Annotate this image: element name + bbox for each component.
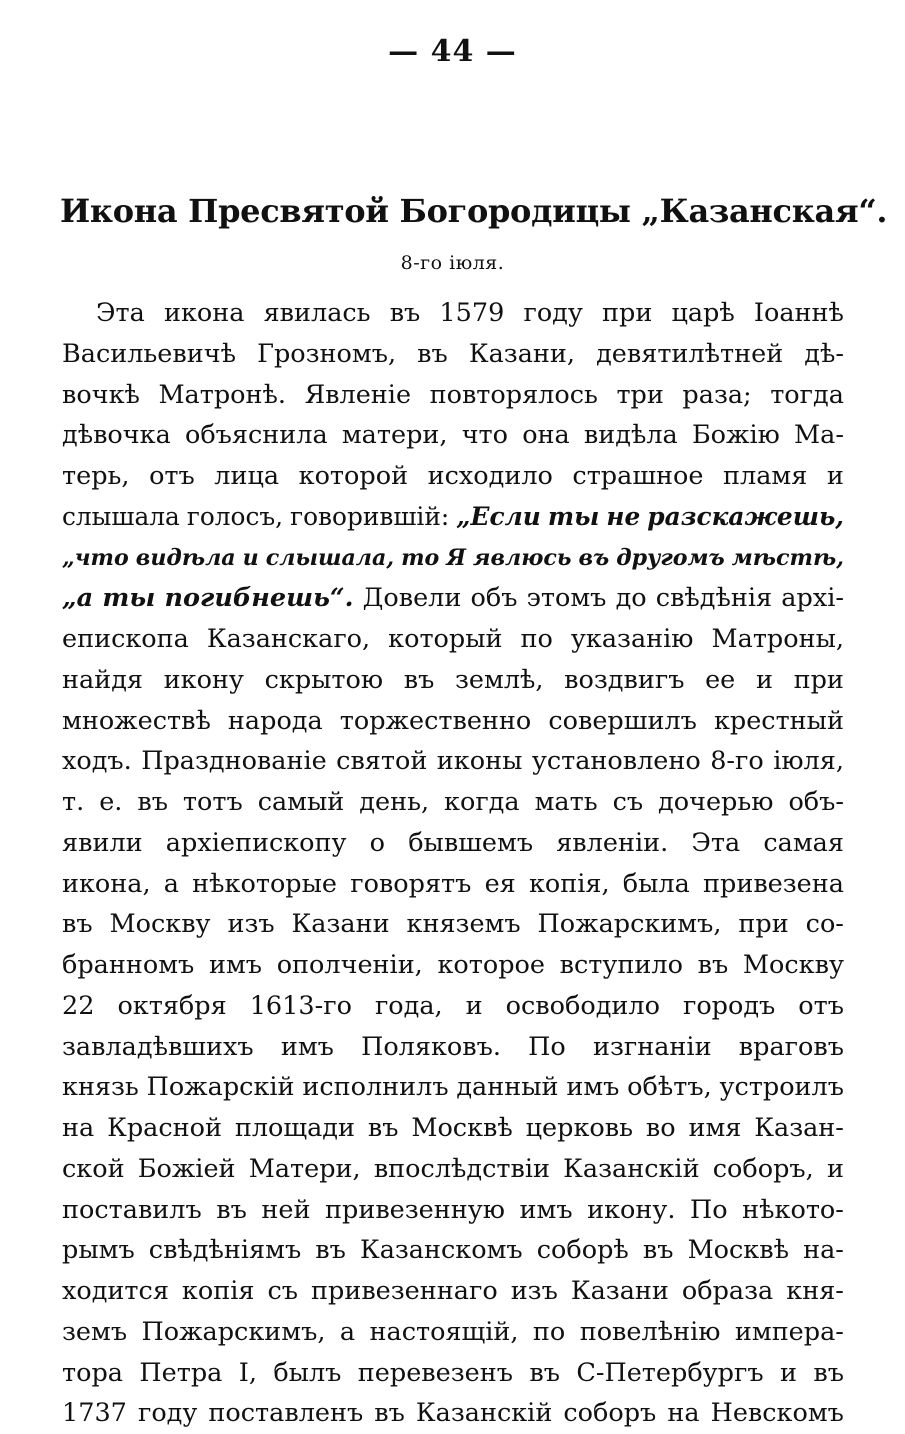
word: Казани xyxy=(570,1276,669,1306)
text-line xyxy=(62,415,844,456)
word: Божіей xyxy=(137,1153,236,1184)
word: ской xyxy=(62,1153,125,1184)
word: году xyxy=(137,1398,198,1429)
word: на- xyxy=(803,1235,844,1266)
word: въ xyxy=(417,338,448,369)
word: площади xyxy=(234,1113,355,1143)
word: говорившій: xyxy=(290,501,450,531)
text-line xyxy=(62,660,844,701)
word: архіепископу xyxy=(165,827,347,858)
word: икона, xyxy=(62,868,151,899)
word: раза; xyxy=(682,379,752,410)
article-body xyxy=(62,293,844,1434)
word: въ xyxy=(62,909,93,940)
word: Пожарскимъ, xyxy=(537,909,722,940)
word: Казанскій xyxy=(415,1398,553,1429)
word: Невскомъ xyxy=(710,1398,844,1429)
text-line xyxy=(62,986,844,1027)
word: бывшемъ xyxy=(408,827,534,858)
word: матери, xyxy=(341,420,448,451)
italic-word: въ xyxy=(578,544,610,571)
word: воздвигъ xyxy=(564,664,685,695)
word: отъ xyxy=(798,990,844,1021)
word: изъ xyxy=(510,1276,558,1306)
word: явленіи. xyxy=(556,827,669,858)
word: дочерью xyxy=(658,787,774,817)
text-line xyxy=(62,456,844,497)
word: явили xyxy=(62,827,143,858)
word: во xyxy=(645,1113,676,1143)
text-line xyxy=(62,1027,844,1068)
word: Красной xyxy=(107,1113,222,1143)
text-line xyxy=(62,1312,844,1353)
word: которое xyxy=(437,950,545,980)
word: импера- xyxy=(734,1316,844,1347)
text-line xyxy=(62,864,844,905)
italic-word: „что xyxy=(62,544,129,571)
text-line xyxy=(62,782,844,823)
word: въ xyxy=(529,1357,560,1388)
word: въ xyxy=(697,950,729,980)
word: царѣ xyxy=(671,298,735,328)
word: имъ xyxy=(280,1031,334,1062)
word: этомъ xyxy=(526,583,607,614)
word: и xyxy=(779,1357,797,1388)
word: объ xyxy=(470,583,518,614)
word: который xyxy=(388,624,503,654)
word: терь, xyxy=(62,461,130,491)
word: настоящій, xyxy=(369,1316,519,1347)
word: Матронѣ. xyxy=(158,379,287,410)
word: Москву xyxy=(109,909,211,940)
word: имъ xyxy=(208,950,263,980)
word: съ xyxy=(612,787,644,817)
word: впослѣдствіи xyxy=(373,1153,550,1184)
word: соборъ, xyxy=(712,1153,814,1184)
text-line xyxy=(62,334,844,375)
word: икону xyxy=(163,664,244,695)
italic-word: видѣла xyxy=(135,544,236,571)
word: дѣвочка xyxy=(62,420,171,451)
text-line xyxy=(62,1393,844,1434)
word: которой xyxy=(298,461,409,491)
word: По xyxy=(528,1031,566,1062)
word: княземъ xyxy=(406,909,521,940)
word: на xyxy=(62,1113,95,1143)
word: 22 xyxy=(62,990,95,1021)
word: Казанскаго, xyxy=(206,624,371,654)
word: Петра xyxy=(139,1357,223,1388)
word: вступило xyxy=(559,950,683,980)
word: 1579 xyxy=(439,298,505,328)
word: Эта xyxy=(96,298,145,328)
word: Пожарскимъ, xyxy=(141,1316,326,1347)
word: самый xyxy=(257,787,345,817)
word: бранномъ xyxy=(62,950,195,980)
page-number: — 44 — xyxy=(388,34,517,69)
text-line xyxy=(62,823,844,864)
word: обѣтъ, xyxy=(627,1072,712,1103)
italic-word: „а xyxy=(62,583,94,614)
word: въ xyxy=(389,298,421,328)
word: о xyxy=(369,827,386,858)
word: перевезенъ xyxy=(357,1357,513,1388)
word: копія, xyxy=(528,868,610,899)
word: ходится xyxy=(62,1276,169,1306)
text-line xyxy=(62,904,844,945)
word: Матери, xyxy=(248,1153,361,1184)
word: года, xyxy=(374,990,443,1021)
word: иконы xyxy=(436,746,523,777)
word: слышала xyxy=(62,501,180,531)
word: повелѣнію xyxy=(579,1316,721,1347)
text-line xyxy=(62,1067,844,1108)
word: Поляковъ. xyxy=(361,1031,501,1062)
word: по xyxy=(520,624,553,654)
italic-word: не xyxy=(606,501,641,531)
word: явилась xyxy=(263,298,371,328)
word: данный xyxy=(456,1072,559,1103)
word: епископа xyxy=(62,624,189,654)
italic-word: ты xyxy=(547,501,600,531)
word: архі- xyxy=(781,583,844,614)
word: тогда xyxy=(770,379,844,410)
text-line xyxy=(62,1190,844,1231)
word: икону. xyxy=(587,1194,676,1225)
word: и xyxy=(826,1153,844,1184)
text-line xyxy=(62,578,844,619)
word: дѣ- xyxy=(804,338,844,369)
word: въ xyxy=(216,1194,247,1225)
word: рымъ xyxy=(62,1235,135,1266)
word: ней xyxy=(261,1194,311,1225)
word: Казанскій xyxy=(563,1153,700,1184)
word: землѣ, xyxy=(455,664,544,695)
word: ее xyxy=(705,664,736,695)
italic-word: другомъ xyxy=(616,544,725,571)
word: I, xyxy=(238,1357,257,1388)
word: при xyxy=(793,664,844,695)
word: имъ xyxy=(566,1072,620,1103)
word: мать xyxy=(534,787,598,817)
word: копія xyxy=(181,1276,255,1306)
word: соборѣ xyxy=(536,1235,629,1266)
word: установлено xyxy=(531,746,701,777)
word: изъ xyxy=(227,909,275,940)
word: нѣкото- xyxy=(742,1194,844,1225)
italic-word: явлюсь xyxy=(472,544,572,571)
text-line xyxy=(62,1353,844,1394)
word: привезеннаго xyxy=(311,1276,498,1306)
word: торжественно xyxy=(339,705,532,736)
word: три xyxy=(616,379,664,410)
word: а xyxy=(339,1316,356,1347)
word: до xyxy=(615,583,647,614)
text-line xyxy=(62,1108,844,1149)
article-title: Икона Пресвятой Богородицы „Казанская“. xyxy=(60,192,888,230)
word: 1737 xyxy=(62,1398,127,1429)
word: кня- xyxy=(786,1276,844,1306)
word: девятилѣтней xyxy=(596,338,784,369)
italic-word: то xyxy=(401,544,440,571)
word: году xyxy=(523,298,583,328)
word: имя xyxy=(688,1113,742,1143)
word: образа xyxy=(681,1276,774,1306)
word: повторялось xyxy=(429,379,598,410)
word: 8-го xyxy=(710,746,764,777)
word: октября xyxy=(117,990,227,1021)
word: при xyxy=(738,909,789,940)
italic-word: ты xyxy=(102,583,156,614)
word: съ xyxy=(267,1276,298,1306)
word: т. xyxy=(62,787,85,817)
word: и xyxy=(826,461,844,491)
word: С-Петербургъ xyxy=(576,1357,764,1388)
word: голосъ, xyxy=(186,501,284,531)
italic-word: мѣстѣ, xyxy=(731,544,844,571)
word: самая xyxy=(763,827,844,858)
italic-word: Я xyxy=(446,544,466,571)
word: Явленіе xyxy=(304,379,412,410)
text-line xyxy=(62,1271,844,1312)
italic-word: и xyxy=(242,544,259,571)
word: Празднованіе xyxy=(141,746,327,777)
word: тора xyxy=(62,1357,123,1388)
text-line xyxy=(62,945,844,986)
word: на xyxy=(667,1398,700,1429)
italic-word: погибнешь“. xyxy=(164,583,354,614)
word: скрытою xyxy=(264,664,384,695)
word: Москвѣ xyxy=(687,1235,789,1266)
word: въ xyxy=(403,664,435,695)
word: при xyxy=(602,298,653,328)
word: іюля, xyxy=(773,746,844,777)
word: По xyxy=(690,1194,728,1225)
word: когда xyxy=(444,787,520,817)
word: совершилъ xyxy=(548,705,697,736)
text-line xyxy=(62,375,844,416)
word: объяснила xyxy=(184,420,328,451)
text-line xyxy=(62,1230,844,1271)
word: князь xyxy=(62,1072,139,1103)
word: соборъ xyxy=(563,1398,657,1429)
word: въ xyxy=(642,1235,674,1266)
word: поставленъ xyxy=(208,1398,364,1429)
word: въ xyxy=(374,1398,405,1429)
word: множествѣ xyxy=(62,705,211,736)
word: тотъ xyxy=(182,787,243,817)
word: Іоаннѣ xyxy=(753,298,844,328)
word: нѣкоторые xyxy=(192,868,338,899)
word: со- xyxy=(805,909,844,940)
word: Москвѣ xyxy=(411,1113,513,1143)
word: Божію xyxy=(691,420,780,451)
word: въ xyxy=(367,1113,399,1143)
text-line xyxy=(62,538,844,579)
word: освободило xyxy=(505,990,660,1021)
word: изгнаніи xyxy=(592,1031,712,1062)
word: Матроны, xyxy=(711,624,844,654)
word: свѣдѣнія xyxy=(655,583,773,614)
word: устроилъ xyxy=(719,1072,844,1103)
word: страшное xyxy=(572,461,704,491)
text-line xyxy=(62,293,844,334)
word: Васильевичѣ xyxy=(62,338,236,369)
word: Казани xyxy=(291,909,390,940)
word: Казанскомъ xyxy=(359,1235,523,1266)
word: поставилъ xyxy=(62,1194,202,1225)
word: пламя xyxy=(723,461,808,491)
text-line xyxy=(62,1149,844,1190)
word: объ- xyxy=(788,787,844,817)
word: враговъ xyxy=(738,1031,844,1062)
word: церковь xyxy=(525,1113,633,1143)
word: Казан- xyxy=(754,1113,844,1143)
word: а xyxy=(163,868,179,899)
italic-word: слышала, xyxy=(265,544,395,571)
word: ополченіи, xyxy=(276,950,423,980)
word: былъ xyxy=(273,1357,342,1388)
word: святой xyxy=(336,746,428,777)
word: Пожарскій xyxy=(146,1072,295,1103)
word: въ xyxy=(315,1235,346,1266)
word: она xyxy=(522,420,570,451)
word: была xyxy=(622,868,690,899)
word: видѣла xyxy=(583,420,678,451)
word: земъ xyxy=(62,1316,128,1347)
word: ходъ. xyxy=(62,746,132,777)
word: городъ xyxy=(682,990,776,1021)
word: Грозномъ, xyxy=(257,338,397,369)
word: по xyxy=(532,1316,566,1347)
word: и xyxy=(465,990,483,1021)
feast-date: 8-го іюля. xyxy=(400,252,505,274)
word: ея xyxy=(484,868,516,899)
word: исходило xyxy=(427,461,553,491)
word: въ xyxy=(813,1357,844,1388)
word: завладѣвшихъ xyxy=(62,1031,254,1062)
word: исполнилъ xyxy=(302,1072,449,1103)
word: говорятъ xyxy=(350,868,472,899)
word: вочкѣ xyxy=(62,379,140,410)
word: крестный xyxy=(713,705,844,736)
word: привезенную xyxy=(325,1194,505,1225)
text-line xyxy=(62,497,844,538)
word: Казани, xyxy=(468,338,575,369)
word: лица xyxy=(214,461,280,491)
word: Ма- xyxy=(794,420,844,451)
word: е. xyxy=(99,787,123,817)
italic-word: разскажешь, xyxy=(647,501,844,531)
word: въ xyxy=(137,787,168,817)
word: свѣдѣніямъ xyxy=(148,1235,302,1266)
word: Довели xyxy=(362,583,462,614)
text-line xyxy=(62,619,844,660)
word: имъ xyxy=(519,1194,573,1225)
word: Москву xyxy=(742,950,844,980)
word: день, xyxy=(359,787,430,817)
word: 1613-го xyxy=(249,990,352,1021)
word: найдя xyxy=(62,664,143,695)
word: народа xyxy=(227,705,323,736)
text-line xyxy=(62,701,844,742)
word: привезена xyxy=(703,868,844,899)
word: Эта xyxy=(691,827,741,858)
word: отъ xyxy=(149,461,195,491)
word: указанію xyxy=(570,624,694,654)
word: икона xyxy=(163,298,245,328)
text-line xyxy=(62,741,844,782)
word: и xyxy=(755,664,773,695)
italic-word: „Если xyxy=(456,501,541,531)
word: что xyxy=(461,420,509,451)
